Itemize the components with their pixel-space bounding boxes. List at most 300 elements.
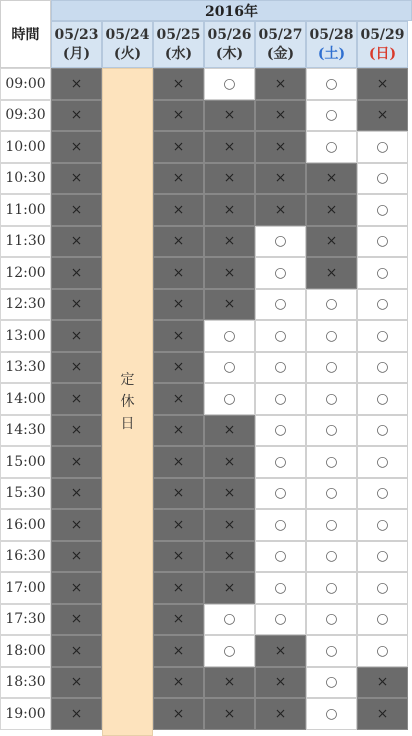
available-slot[interactable] (306, 604, 357, 636)
circle-icon: ○ (223, 359, 236, 376)
circle-icon: ○ (376, 138, 389, 155)
circle-icon: ○ (325, 611, 338, 628)
unavailable-slot (51, 226, 102, 258)
cross-icon: × (223, 296, 236, 313)
cross-icon: × (223, 705, 236, 722)
cross-icon: × (70, 453, 83, 470)
unavailable-slot (255, 163, 306, 195)
cross-icon: × (223, 674, 236, 691)
cross-icon: × (172, 138, 185, 155)
circle-icon: ○ (325, 579, 338, 596)
circle-icon: ○ (274, 485, 287, 502)
unavailable-slot (255, 68, 306, 100)
holiday-label-char: 休 (120, 394, 135, 410)
circle-icon: ○ (325, 548, 338, 565)
circle-icon: ○ (325, 422, 338, 439)
available-slot[interactable] (255, 289, 306, 321)
cross-icon: × (223, 548, 236, 565)
cross-icon: × (70, 327, 83, 344)
available-slot[interactable] (255, 478, 306, 510)
unavailable-slot (51, 415, 102, 447)
unavailable-slot (306, 163, 357, 195)
unavailable-slot (357, 100, 408, 132)
available-slot[interactable] (306, 131, 357, 163)
cross-icon: × (172, 548, 185, 565)
unavailable-slot (204, 226, 255, 258)
unavailable-slot (204, 698, 255, 730)
circle-icon: ○ (223, 611, 236, 628)
available-slot[interactable] (357, 572, 408, 604)
cross-icon: × (70, 170, 83, 187)
available-slot[interactable] (357, 415, 408, 447)
day-header-1 (102, 21, 153, 68)
cross-icon: × (172, 75, 185, 92)
cross-icon: × (223, 485, 236, 502)
unavailable-slot (51, 131, 102, 163)
time-slot-label: 11:30 (0, 226, 51, 258)
day-date: 05/25 (156, 26, 201, 43)
available-slot[interactable] (255, 352, 306, 384)
time-slot-label: 16:30 (0, 541, 51, 573)
available-slot[interactable] (255, 509, 306, 541)
cross-icon: × (172, 107, 185, 124)
available-slot[interactable] (204, 68, 255, 100)
cross-icon: × (223, 516, 236, 533)
unavailable-slot (153, 478, 204, 510)
available-slot[interactable] (306, 289, 357, 321)
cross-icon: × (172, 359, 185, 376)
cross-icon: × (274, 674, 287, 691)
cross-icon: × (70, 390, 83, 407)
unavailable-slot (153, 541, 204, 573)
time-slot-label: 12:30 (0, 289, 51, 321)
unavailable-slot (153, 100, 204, 132)
circle-icon: ○ (274, 579, 287, 596)
unavailable-slot (153, 698, 204, 730)
available-slot[interactable] (255, 383, 306, 415)
circle-icon: ○ (376, 516, 389, 533)
unavailable-slot (153, 383, 204, 415)
circle-icon: ○ (274, 611, 287, 628)
cross-icon: × (172, 233, 185, 250)
available-slot[interactable] (357, 383, 408, 415)
unavailable-slot (204, 446, 255, 478)
available-slot[interactable] (357, 635, 408, 667)
unavailable-slot (306, 194, 357, 226)
available-slot[interactable] (306, 572, 357, 604)
cross-icon: × (70, 233, 83, 250)
cross-icon: × (70, 422, 83, 439)
available-slot[interactable] (255, 415, 306, 447)
circle-icon: ○ (376, 642, 389, 659)
time-slot-label: 15:00 (0, 446, 51, 478)
circle-icon: ○ (376, 485, 389, 502)
unavailable-slot (204, 572, 255, 604)
available-slot[interactable] (357, 446, 408, 478)
unavailable-slot (153, 635, 204, 667)
circle-icon: ○ (274, 296, 287, 313)
circle-icon: ○ (274, 453, 287, 470)
unavailable-slot (204, 415, 255, 447)
cross-icon: × (223, 422, 236, 439)
unavailable-slot (51, 509, 102, 541)
time-slot-label: 18:30 (0, 667, 51, 699)
circle-icon: ○ (325, 75, 338, 92)
cross-icon: × (172, 296, 185, 313)
unavailable-slot (153, 509, 204, 541)
available-slot[interactable] (357, 194, 408, 226)
cross-icon: × (274, 642, 287, 659)
circle-icon: ○ (274, 390, 287, 407)
circle-icon: ○ (325, 516, 338, 533)
circle-icon: ○ (376, 611, 389, 628)
cross-icon: × (70, 485, 83, 502)
cross-icon: × (70, 75, 83, 92)
circle-icon: ○ (223, 642, 236, 659)
day-date: 05/28 (309, 26, 354, 43)
available-slot[interactable] (306, 478, 357, 510)
available-slot[interactable] (357, 478, 408, 510)
cross-icon: × (274, 170, 287, 187)
available-slot[interactable] (357, 320, 408, 352)
available-slot[interactable] (204, 604, 255, 636)
time-slot-label: 09:30 (0, 100, 51, 132)
unavailable-slot (204, 478, 255, 510)
day-weekday: (日) (368, 45, 397, 62)
circle-icon: ○ (376, 579, 389, 596)
unavailable-slot (153, 68, 204, 100)
cross-icon: × (274, 201, 287, 218)
cross-icon: × (172, 390, 185, 407)
available-slot[interactable] (255, 541, 306, 573)
available-slot[interactable] (255, 572, 306, 604)
available-slot[interactable] (306, 635, 357, 667)
circle-icon: ○ (376, 170, 389, 187)
unavailable-slot (255, 698, 306, 730)
day-weekday: (水) (164, 45, 193, 62)
unavailable-slot (51, 320, 102, 352)
cross-icon: × (70, 296, 83, 313)
unavailable-slot (51, 604, 102, 636)
cross-icon: × (70, 548, 83, 565)
cross-icon: × (274, 107, 287, 124)
circle-icon: ○ (376, 548, 389, 565)
circle-icon: ○ (325, 296, 338, 313)
time-slot-label: 13:30 (0, 352, 51, 384)
unavailable-slot (204, 509, 255, 541)
unavailable-slot (204, 131, 255, 163)
time-slot-label: 10:00 (0, 131, 51, 163)
unavailable-slot (153, 604, 204, 636)
cross-icon: × (172, 674, 185, 691)
unavailable-slot (51, 289, 102, 321)
unavailable-slot (306, 226, 357, 258)
unavailable-slot (51, 698, 102, 730)
cross-icon: × (70, 611, 83, 628)
cross-icon: × (172, 705, 185, 722)
available-slot[interactable] (306, 68, 357, 100)
cross-icon: × (70, 579, 83, 596)
time-column-header: 時間 (0, 0, 51, 68)
cross-icon: × (70, 201, 83, 218)
unavailable-slot (153, 289, 204, 321)
circle-icon: ○ (376, 296, 389, 313)
day-weekday: (木) (215, 45, 244, 62)
unavailable-slot (204, 667, 255, 699)
unavailable-slot (51, 163, 102, 195)
available-slot[interactable] (255, 320, 306, 352)
cross-icon: × (172, 327, 185, 344)
circle-icon: ○ (325, 453, 338, 470)
holiday-label-char: 定 (120, 372, 135, 388)
circle-icon: ○ (325, 705, 338, 722)
circle-icon: ○ (376, 264, 389, 281)
unavailable-slot (255, 100, 306, 132)
circle-icon: ○ (274, 422, 287, 439)
time-slot-label: 16:00 (0, 509, 51, 541)
available-slot[interactable] (357, 352, 408, 384)
available-slot[interactable] (306, 100, 357, 132)
unavailable-slot (51, 541, 102, 573)
unavailable-slot (51, 352, 102, 384)
unavailable-slot (51, 446, 102, 478)
available-slot[interactable] (306, 415, 357, 447)
unavailable-slot (255, 635, 306, 667)
circle-icon: ○ (325, 327, 338, 344)
circle-icon: ○ (325, 390, 338, 407)
cross-icon: × (172, 422, 185, 439)
cross-icon: × (223, 107, 236, 124)
unavailable-slot (153, 131, 204, 163)
time-slot-label: 10:30 (0, 163, 51, 195)
circle-icon: ○ (274, 327, 287, 344)
time-slot-label: 13:00 (0, 320, 51, 352)
circle-icon: ○ (274, 359, 287, 376)
time-slot-label: 17:00 (0, 572, 51, 604)
available-slot[interactable] (255, 446, 306, 478)
available-slot[interactable] (357, 226, 408, 258)
cross-icon: × (70, 705, 83, 722)
cross-icon: × (172, 516, 185, 533)
unavailable-slot (51, 257, 102, 289)
circle-icon: ○ (376, 327, 389, 344)
cross-icon: × (376, 674, 389, 691)
available-slot[interactable] (204, 352, 255, 384)
time-slot-label: 11:00 (0, 194, 51, 226)
available-slot[interactable] (306, 446, 357, 478)
unavailable-slot (51, 667, 102, 699)
circle-icon: ○ (223, 390, 236, 407)
unavailable-slot (204, 541, 255, 573)
unavailable-slot (51, 68, 102, 100)
available-slot[interactable] (306, 541, 357, 573)
unavailable-slot (153, 446, 204, 478)
cross-icon: × (70, 264, 83, 281)
cross-icon: × (274, 75, 287, 92)
day-header-3 (204, 21, 255, 68)
circle-icon: ○ (376, 359, 389, 376)
unavailable-slot (153, 194, 204, 226)
cross-icon: × (172, 170, 185, 187)
cross-icon: × (223, 170, 236, 187)
unavailable-slot (153, 320, 204, 352)
cross-icon: × (223, 233, 236, 250)
circle-icon: ○ (325, 107, 338, 124)
cross-icon: × (70, 107, 83, 124)
unavailable-slot (153, 257, 204, 289)
available-slot[interactable] (357, 604, 408, 636)
unavailable-slot (153, 163, 204, 195)
available-slot[interactable] (255, 226, 306, 258)
circle-icon: ○ (325, 674, 338, 691)
cross-icon: × (223, 201, 236, 218)
cross-icon: × (376, 75, 389, 92)
circle-icon: ○ (376, 453, 389, 470)
time-slot-label: 17:30 (0, 604, 51, 636)
available-slot[interactable] (204, 320, 255, 352)
day-header-4 (255, 21, 306, 68)
day-header-0 (51, 21, 102, 68)
cross-icon: × (325, 170, 338, 187)
cross-icon: × (70, 138, 83, 155)
unavailable-slot (255, 131, 306, 163)
unavailable-slot (153, 226, 204, 258)
day-header-5 (306, 21, 357, 68)
available-slot[interactable] (306, 509, 357, 541)
circle-icon: ○ (274, 516, 287, 533)
time-slot-label: 18:00 (0, 635, 51, 667)
day-weekday: (火) (113, 45, 142, 62)
available-slot[interactable] (255, 257, 306, 289)
time-slot-label: 19:00 (0, 698, 51, 730)
day-header-6 (357, 21, 408, 68)
unavailable-slot (357, 698, 408, 730)
available-slot[interactable] (357, 131, 408, 163)
day-date: 05/23 (54, 26, 99, 43)
unavailable-slot (51, 194, 102, 226)
cross-icon: × (274, 705, 287, 722)
circle-icon: ○ (274, 264, 287, 281)
available-slot[interactable] (306, 352, 357, 384)
unavailable-slot (51, 478, 102, 510)
circle-icon: ○ (376, 422, 389, 439)
available-slot[interactable] (357, 289, 408, 321)
unavailable-slot (204, 100, 255, 132)
cross-icon: × (172, 453, 185, 470)
unavailable-slot (153, 352, 204, 384)
unavailable-slot (153, 415, 204, 447)
year-header: 2016年 (51, 0, 412, 21)
cross-icon: × (376, 107, 389, 124)
circle-icon: ○ (376, 390, 389, 407)
cross-icon: × (376, 705, 389, 722)
unavailable-slot (255, 194, 306, 226)
cross-icon: × (223, 264, 236, 281)
available-slot[interactable] (306, 320, 357, 352)
unavailable-slot (51, 635, 102, 667)
cross-icon: × (172, 611, 185, 628)
cross-icon: × (172, 264, 185, 281)
circle-icon: ○ (325, 642, 338, 659)
day-weekday: (月) (62, 45, 91, 62)
cross-icon: × (223, 579, 236, 596)
circle-icon: ○ (325, 485, 338, 502)
available-slot[interactable] (306, 383, 357, 415)
circle-icon: ○ (376, 233, 389, 250)
cross-icon: × (172, 579, 185, 596)
unavailable-slot (204, 163, 255, 195)
unavailable-slot (204, 257, 255, 289)
cross-icon: × (325, 233, 338, 250)
available-slot[interactable] (255, 604, 306, 636)
cross-icon: × (274, 138, 287, 155)
circle-icon: ○ (274, 548, 287, 565)
cross-icon: × (172, 642, 185, 659)
unavailable-slot (51, 383, 102, 415)
unavailable-slot (51, 100, 102, 132)
holiday-column (102, 68, 153, 736)
available-slot[interactable] (357, 163, 408, 195)
available-slot[interactable] (357, 541, 408, 573)
unavailable-slot (153, 572, 204, 604)
cross-icon: × (172, 201, 185, 218)
circle-icon: ○ (325, 138, 338, 155)
circle-icon: ○ (223, 327, 236, 344)
day-weekday: (土) (317, 45, 346, 62)
time-slot-label: 14:30 (0, 415, 51, 447)
unavailable-slot (204, 289, 255, 321)
unavailable-slot (255, 667, 306, 699)
day-date: 05/29 (360, 26, 405, 43)
available-slot[interactable] (306, 667, 357, 699)
cross-icon: × (70, 516, 83, 533)
day-date: 05/24 (105, 26, 150, 43)
circle-icon: ○ (274, 233, 287, 250)
unavailable-slot (204, 194, 255, 226)
cross-icon: × (325, 201, 338, 218)
available-slot[interactable] (357, 257, 408, 289)
cross-icon: × (223, 453, 236, 470)
cross-icon: × (70, 642, 83, 659)
unavailable-slot (357, 667, 408, 699)
cross-icon: × (325, 264, 338, 281)
unavailable-slot (357, 68, 408, 100)
day-weekday: (金) (266, 45, 295, 62)
available-slot[interactable] (357, 509, 408, 541)
circle-icon: ○ (223, 75, 236, 92)
cross-icon: × (223, 138, 236, 155)
unavailable-slot (153, 667, 204, 699)
day-header-2 (153, 21, 204, 68)
unavailable-slot (51, 572, 102, 604)
day-date: 05/26 (207, 26, 252, 43)
available-slot[interactable] (306, 698, 357, 730)
cross-icon: × (70, 674, 83, 691)
available-slot[interactable] (204, 635, 255, 667)
time-slot-label: 12:00 (0, 257, 51, 289)
available-slot[interactable] (204, 383, 255, 415)
cross-icon: × (172, 485, 185, 502)
circle-icon: ○ (325, 359, 338, 376)
holiday-label-char: 日 (120, 416, 135, 432)
time-slot-label: 15:30 (0, 478, 51, 510)
day-date: 05/27 (258, 26, 303, 43)
unavailable-slot (306, 257, 357, 289)
cross-icon: × (70, 359, 83, 376)
time-slot-label: 14:00 (0, 383, 51, 415)
circle-icon: ○ (376, 201, 389, 218)
time-slot-label: 09:00 (0, 68, 51, 100)
